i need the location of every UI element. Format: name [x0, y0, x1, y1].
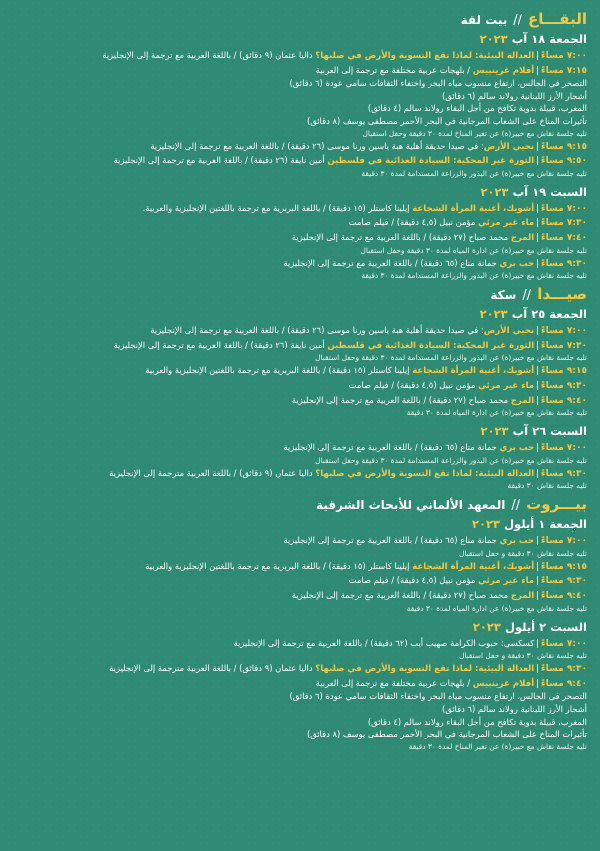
time-separator: | — [536, 442, 540, 453]
screening-details: جمانة مناع (٦٥ دقيقة) / باللغة العربية مع ترجمة إلى الإنجليزية — [283, 257, 500, 268]
time-separator: | — [536, 590, 540, 601]
screening-details: : في صيدا حديقة أهلية هبة ياسين ورنا موسى (٢٦ دقيقة) / باللغة العربية مع ترجمة إلى الإنجليزية — [150, 140, 484, 151]
screening-row — [13, 48, 587, 63]
short-film-item: تأثيرات المناخ على الشعاب المرجانية في البحر الأحمر مصطفى يوسف (٨ دقائق) — [306, 115, 587, 126]
time-separator: | — [536, 365, 540, 376]
discussion-note: تليه جلسة نقاش مع خبير(ة) عن ادارة المياه لمدة ٣٠ دقيقة — [406, 408, 587, 418]
day-label: السبت ٢ أيلول — [504, 619, 587, 634]
screening-time: ٩:٣٠ مساءً — [541, 468, 587, 479]
screening-details: / بلهجات عربية مختلفة مع ترجمة إلى العربية — [315, 64, 473, 75]
discussion-note: تليه جلسة نقاش مع خبير(ة) عن البذور والزراعة المستدامة لمدة ٣٠ دقيقة — [361, 271, 587, 281]
screening-details: جمانة مناع (٦٥ دقيقة) / باللغة العربية مع ترجمة إلى الإنجليزية — [283, 442, 500, 453]
day-label: الجمعة ١ أيلول — [504, 517, 587, 532]
screening-time: ٧:٣٠ مساءً — [541, 218, 587, 229]
screening-time: ٧:٠٠ مساءً — [541, 326, 587, 337]
screening-title: ماء غير مرئي — [477, 380, 535, 391]
day-label: السبت ١٩ آب — [512, 184, 587, 199]
screening-time: ٧:٣٠ مساءً — [541, 340, 587, 351]
screening-row — [13, 378, 587, 393]
screening-row — [13, 588, 587, 603]
day-label: الجمعة ١٨ آب — [511, 32, 587, 46]
screening-time: ٩:٤٠ مساءً — [541, 678, 587, 689]
day-heading — [13, 184, 587, 201]
screening-row — [13, 573, 587, 588]
screening-title: ماء غير مرئي — [477, 576, 535, 587]
day-year: ٢٠٢٣ — [479, 307, 508, 322]
screening-time: ٧:٠٠ مساءً — [541, 51, 587, 61]
day-heading — [13, 306, 587, 323]
section-separator: // — [511, 498, 521, 514]
screening-details: داليا عثمان (٩ دقائق) / باللغة العربية مع ترجمة إلى الإنجليزية — [102, 50, 316, 60]
day-year: ٢٠٢٣ — [471, 517, 501, 532]
time-separator: | — [536, 560, 540, 571]
screening-row — [13, 323, 587, 338]
spacer — [13, 418, 587, 422]
short-film-item: تأثيرات المناخ على الشعاب المرجانية في البحر الأحمر مصطفى يوسف (٨ دقائق) — [306, 729, 587, 740]
time-separator: | — [536, 535, 540, 546]
discussion-note: تليه جلسة نقاش مع خبير(ة) عن ادارة المياه لمدة ٣٠ دقيقة — [406, 603, 587, 613]
day-year: ٢٠٢٣ — [480, 424, 509, 439]
discussion-note: تليه جلسة نقاش مع خبير(ة) عن البذور والزراعة المستدامة لمدة ٣٠ دقيقة — [361, 168, 587, 178]
short-film-item: أشجار الأرز اللبنانية رولاند سالم (٦ دقائق) — [441, 704, 587, 715]
discussion-note: تليه جلسة نقاش ٣٠ دقيقة و حفل استقبال — [458, 548, 587, 558]
time-separator: | — [536, 155, 540, 166]
screening-row — [13, 338, 587, 353]
screening-title: نحيي الأرض — [483, 326, 535, 337]
screening-title: المرج — [510, 232, 535, 243]
spacer — [13, 752, 587, 756]
screening-details: : في صيدا حديقة أهلية هبة ياسين ورنا موسى (٢٦ دقيقة) / باللغة العربية مع ترجمة إلى الإنجليزية — [150, 325, 484, 336]
short-film-item: المغرب، قبيلة بدوية تكافح من أجل البقاء رولاند سالم (٤ دقائق) — [367, 103, 587, 114]
section-title — [13, 495, 587, 515]
screening-time: ٧:٠٠ مساءً — [541, 203, 587, 214]
screening-details: مؤمن نبيل (٤,٥ دقيقة) / فيلم صامت — [348, 575, 478, 586]
section-venue: سكة — [490, 288, 517, 303]
screening-details: / بلهجات عربية مختلفة مع ترجمة إلى العربية — [315, 677, 473, 688]
time-separator: | — [536, 257, 540, 268]
programme-content — [13, 10, 587, 756]
screening-details: مؤمن نبيل (٤,٥ دقيقة) / فيلم صامت — [348, 379, 478, 390]
section-venue: المعهد الألماني للأبحاث الشرقية — [316, 498, 506, 513]
day-heading — [13, 516, 587, 533]
screening-details: محمد صباح (٢٧ دقيقة) / باللغة العربية مع ترجمة إلى الإنجليزية — [291, 231, 511, 242]
screening-row — [13, 676, 587, 691]
screening-row — [13, 440, 587, 455]
screening-details: داليا عثمان (٩ دقائق) / باللغة العربية مترجمة إلى الإنجليزية — [109, 467, 316, 478]
day-year: ٢٠٢٣ — [480, 184, 509, 199]
section-separator: // — [522, 288, 532, 304]
screening-details: أمين نايفة (٢٦ دقيقة) / باللغة العربية مع ترجمة إلى الإنجليزية — [113, 339, 328, 350]
screening-title: أفلام غرينبيس — [472, 678, 535, 689]
screening-time: ٧:٤٠ مساءً — [541, 232, 587, 243]
screening-title: أشويك، أغنية المرأة الشجاعة — [412, 366, 535, 377]
screening-time: ٩:٤٠ مساءً — [541, 591, 587, 602]
screening-row — [13, 466, 587, 481]
time-separator: | — [536, 325, 540, 336]
screening-details: أمين نايفة (٢٦ دقيقة) / باللغة العربية مع ترجمة إلى الإنجليزية — [113, 155, 328, 166]
spacer — [13, 614, 587, 618]
screening-title: الثورة غير المحكية: السيادة الغذائية في فلسطين — [327, 156, 535, 167]
short-film-item: التصحر في الجالس، ارتفاع منسوب مياه البحر واختفاء الثقافات سامي عودة (٦ دقائق) — [289, 691, 587, 702]
screening-time: ٩:١٥ مساءً — [541, 141, 587, 152]
time-separator: | — [536, 64, 540, 75]
screening-row — [13, 230, 587, 245]
discussion-note: تليه جلسة نقاش ٣٠ دقيقة و حفل استقبال — [458, 651, 587, 661]
screening-details: إيلينا كاستلر (١٥ دقيقة) / باللغة البربرية مع ترجمة باللغتين الإنجليزية والعربية — [145, 365, 413, 376]
day-heading — [13, 619, 587, 636]
short-film-item: أشجار الأرز اللبنانية رولاند سالم (٦ دقائق) — [441, 90, 587, 101]
spacer — [13, 179, 587, 183]
time-separator: | — [536, 140, 540, 151]
section-title — [13, 285, 587, 305]
discussion-note: تليه جلسة نقاش مع خبير(ة) عن البذور والزراعة المستدامة لمدة ٣٠ دقيقة وحفل استقبال — [315, 353, 587, 363]
discussion-note: تليه جلسة نقاش مع خبير(ة) عن ادارة المياه لمدة ٣٠ دقيقة وحفل استقبال — [360, 245, 587, 255]
screening-row — [13, 139, 587, 154]
screening-row — [13, 661, 587, 676]
screening-row — [13, 201, 587, 216]
section-1 — [13, 285, 587, 495]
screening-time: ٩:٣٠ مساءً — [541, 258, 587, 269]
screening-details: جمانة مناع (٦٥ دقيقة) / باللغة العربية مع ترجمة إلى الإنجليزية — [283, 535, 500, 546]
screening-title: نحيي الأرض — [483, 141, 535, 152]
section-separator: // — [513, 13, 523, 28]
time-separator: | — [536, 379, 540, 390]
short-film-item: المغرب، قبيلة بدوية تكافح من أجل البقاء رولاند سالم (٤ دقائق) — [367, 716, 587, 727]
screening-row — [13, 636, 587, 651]
screening-title: المرج — [510, 591, 535, 602]
time-separator: | — [536, 677, 540, 688]
time-separator: | — [536, 394, 540, 405]
section-city: صيـــدا — [537, 285, 587, 304]
short-film-item: التصحر في الجالس، ارتفاع منسوب مياه البحر واختفاء الثقافات سامي عودة (٦ دقائق) — [289, 78, 587, 89]
screening-time: ٩:٣٠ مساءً — [541, 664, 587, 675]
section-city: البقـــاع — [528, 10, 587, 28]
day-heading — [13, 423, 587, 440]
time-separator: | — [536, 663, 540, 674]
screening-title: أفلام غرينبيس — [472, 65, 535, 76]
screening-title: العدالة البيئية: لماذا تقع التسوية والأرض في صلبها؟ — [315, 468, 535, 479]
time-separator: | — [536, 339, 540, 350]
time-separator: | — [536, 637, 540, 648]
section-city: بيـــروت — [526, 495, 587, 514]
screening-details: مؤمن نبيل (٤,٥ دقيقة) / فيلم صامت — [348, 217, 478, 228]
day-year: ٢٠٢٣ — [479, 32, 508, 46]
screening-row — [13, 215, 587, 230]
screening-row — [13, 256, 587, 271]
screening-row — [13, 559, 587, 574]
screening-time: ٩:٤٠ مساءً — [541, 395, 587, 406]
screening-title: ماء غير مرئي — [477, 218, 535, 229]
discussion-note: تليه جلسة نقاش مع خبير(ة) عن تغير المناخ لمدة ٣٠ دقيقة وحفل استقبال — [362, 128, 587, 138]
section-2 — [13, 495, 587, 756]
screening-row — [13, 63, 587, 78]
screening-time: ٩:٣٠ مساءً — [541, 380, 587, 391]
screening-time: ٩:٥٠ مساءً — [541, 156, 587, 167]
screening-title: المرج — [510, 395, 535, 406]
section-venue: بيت لقة — [460, 13, 508, 27]
screening-time: ٩:١٥ مساءً — [541, 561, 587, 572]
screening-title: حب بري — [499, 536, 535, 547]
screening-details: كسكسي: حبوب الكرامة صهيب أيب (٦٢ دقيقة) / باللغة العربية مع ترجمة إلى الإنجليزية — [233, 637, 535, 648]
discussion-note: تليه جلسة نقاش مع خبير(ة) عن البذور والزراعة المستدامة لمدة ٣٠ دقيقة وحفل استقبال — [315, 455, 587, 465]
screening-time: ٧:٠٠ مساءً — [541, 536, 587, 547]
discussion-note: تليه جلسة نقاش ٣٠ دقيقة — [507, 481, 587, 491]
time-separator: | — [536, 231, 540, 242]
screening-time: ٩:٣٠ مساءً — [541, 576, 587, 587]
screening-row — [13, 363, 587, 378]
screening-details: إيلينا كاستلر (١٥ دقيقة) / باللغة البربرية مع ترجمة باللغتين الإنجليزية والعربية — [145, 560, 413, 571]
day-label: الجمعة ٢٥ آب — [511, 307, 587, 322]
discussion-note: تليه جلسة نقاش مع خبير(ة) عن تغير المناخ لمدة ٣٠ دقيقة — [408, 741, 587, 751]
screening-row — [13, 533, 587, 548]
time-separator: | — [536, 202, 540, 213]
section-0 — [13, 10, 587, 285]
screening-title: حب بري — [499, 258, 535, 269]
screening-title: حب بري — [499, 443, 535, 454]
screening-details: إيلينا كاستلر (١٥ دقيقة) / باللغة البربرية مع ترجمة باللغتين الإنجليزية والعربية. — [142, 202, 413, 213]
screening-details: محمد صباح (٢٧ دقيقة) / باللغة العربية مع ترجمة إلى الإنجليزية — [291, 590, 511, 601]
screening-time: ٧:١٥ مساءً — [541, 65, 587, 76]
time-separator: | — [536, 575, 540, 586]
day-label: السبت ٢٦ آب — [512, 424, 587, 439]
screening-title: العدالة البيئية: لماذا تقع التسوية والأرض في صلبها؟ — [315, 664, 535, 675]
time-separator: | — [536, 50, 540, 60]
screening-details: داليا عثمان (٩ دقائق) / باللغة العربية مترجمة إلى الإنجليزية — [109, 663, 316, 674]
screening-time: ٧:٠٠ مساءً — [541, 638, 587, 649]
time-separator: | — [536, 217, 540, 228]
screening-title: أشويك، أغنية المرأة الشجاعة — [412, 203, 535, 214]
screening-row — [13, 393, 587, 408]
day-year: ٢٠٢٣ — [472, 619, 501, 634]
screening-time: ٩:١٥ مساءً — [541, 366, 587, 377]
day-heading — [13, 31, 587, 48]
screening-details: محمد صباح (٢٧ دقيقة) / باللغة العربية مع ترجمة إلى الإنجليزية — [291, 394, 511, 405]
screening-title: أشويك، أغنية المرأة الشجاعة — [412, 561, 535, 572]
time-separator: | — [536, 467, 540, 478]
screening-title: الثورة غير المحكية: السيادة الغذائية في فلسطين — [327, 340, 535, 351]
screening-time: ٧:٠٠ مساءً — [541, 443, 587, 454]
section-title — [13, 10, 587, 30]
screening-title: العدالة البيئية: لماذا تقع التسوية والأرض في صلبها؟ — [315, 51, 535, 61]
screening-row — [13, 153, 587, 168]
